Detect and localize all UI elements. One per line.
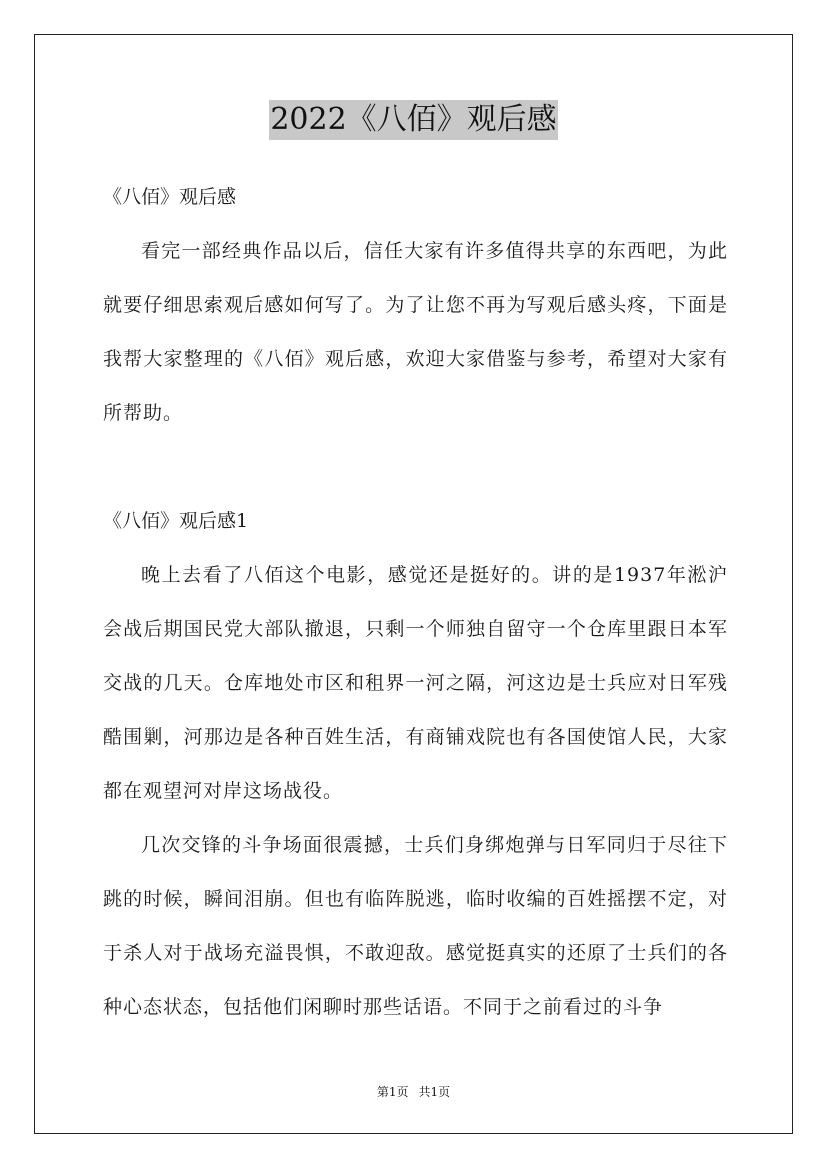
intro-paragraph: 看完一部经典作品以后，信任大家有许多值得共享的东西吧，为此就要仔细思索观后感如何写了。为了让您不再为写观后感头疼，下面是我帮大家整理的《八佰》观后感，欢迎大家借鉴与参考，希望对大家有所帮助。 [103,240,728,424]
page-number: 第1页 [376,1085,409,1099]
section1-paragraph-2: 几次交锋的斗争场面很震撼，士兵们身绑炮弹与日军同归于尽往下跳的时候，瞬间泪崩。但也有临阵脱逃，临时收编的百姓摇摆不定，对于杀人对于战场充溢畏惧，不敢迎敌。感觉挺真实的还原了士兵们的各种心态状态，包括他们闲聊时那些话语。不同于之前看过的斗争 [103,834,728,1018]
title-container [0,100,827,140]
document-title: 2022《八佰》观后感 [269,100,557,140]
section-spacer [103,440,728,494]
section1-paragraph-1: 晚上去看了八佰这个电影，感觉还是挺好的。讲的是1937年淞沪会战后期国民党大部队撤退，只剩一个师独自留守一个仓库里跟日本军交战的几天。仓库地处市区和租界一河之隔，河这边是士兵应对日军残酷围剿，河那边是各种百姓生活，有商铺戏院也有各国使馆人民，大家都在观望河对岸这场战役。 [103,564,728,802]
page-total: 共1页 [418,1085,451,1099]
document-body [103,170,728,1034]
intro-heading: 《八佰》观后感 [103,186,237,208]
page-footer [0,1084,827,1100]
section1-heading: 《八佰》观后感1 [103,510,249,532]
